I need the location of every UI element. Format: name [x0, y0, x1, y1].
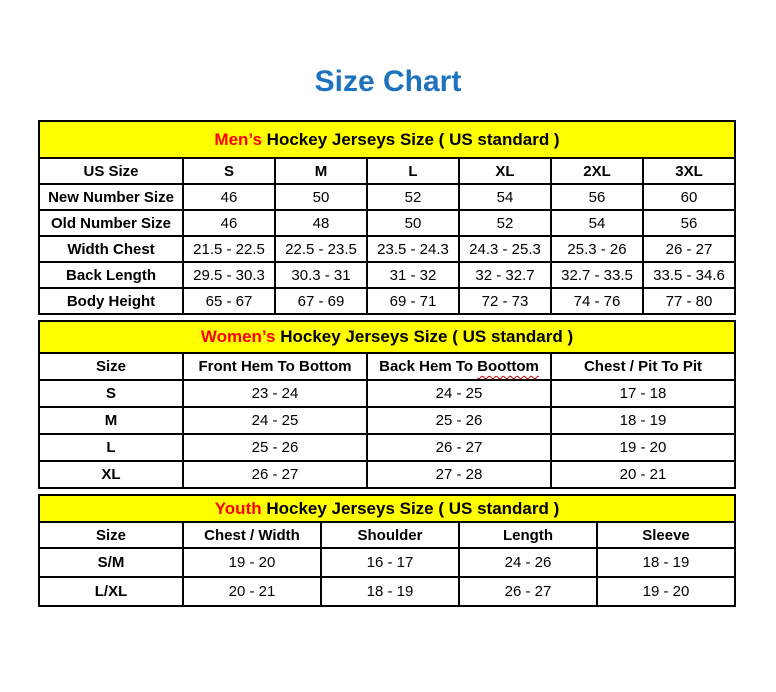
- row-label: Body Height: [39, 288, 183, 314]
- value-cell: 69 - 71: [367, 288, 459, 314]
- value-cell: 46: [183, 184, 275, 210]
- value-cell: 48: [275, 210, 367, 236]
- column-header-text: L: [408, 162, 418, 180]
- column-header-text: Size: [95, 526, 126, 544]
- youth-size-table: [38, 494, 736, 607]
- value-cell: 32 - 32.7: [459, 262, 551, 288]
- column-header-text: Back Hem To: [379, 358, 478, 375]
- column-header-text: 3XL: [675, 162, 703, 180]
- table-banner: [39, 321, 735, 353]
- row-label: New Number Size: [39, 184, 183, 210]
- value-cell: 31 - 32: [367, 262, 459, 288]
- column-header: [183, 158, 275, 184]
- value-cell: 33.5 - 34.6: [643, 262, 735, 288]
- table-row: [39, 577, 735, 606]
- table-row: [39, 184, 735, 210]
- value-cell: 77 - 80: [643, 288, 735, 314]
- value-cell: 26 - 27: [367, 434, 551, 461]
- table-row: [39, 461, 735, 488]
- value-cell: 19 - 20: [551, 434, 735, 461]
- value-cell: 50: [275, 184, 367, 210]
- value-cell: 18 - 19: [551, 407, 735, 434]
- column-header-text: Front Hem To Bottom: [198, 358, 352, 375]
- column-header: [551, 158, 643, 184]
- value-cell: 23 - 24: [183, 380, 367, 407]
- value-cell: 18 - 19: [597, 548, 735, 577]
- table-row: [39, 407, 735, 434]
- value-cell: 56: [551, 184, 643, 210]
- row-label: XL: [39, 461, 183, 488]
- value-cell: 20 - 21: [183, 577, 321, 606]
- value-cell: 29.5 - 30.3: [183, 262, 275, 288]
- value-cell: 20 - 21: [551, 461, 735, 488]
- value-cell: 16 - 17: [321, 548, 459, 577]
- column-header: [367, 353, 551, 380]
- value-cell: 54: [459, 184, 551, 210]
- column-header: [459, 522, 597, 548]
- value-cell: 60: [643, 184, 735, 210]
- banner-rest-text: Hockey Jerseys Size ( US standard ): [261, 498, 560, 518]
- banner-row: [39, 321, 735, 353]
- column-header-text: Size: [95, 358, 126, 375]
- banner-rest-text: Hockey Jerseys Size ( US standard ): [261, 129, 560, 149]
- value-cell: 19 - 20: [183, 548, 321, 577]
- column-header: [597, 522, 735, 548]
- value-cell: 19 - 20: [597, 577, 735, 606]
- table-row: [39, 434, 735, 461]
- column-header-text: M: [314, 162, 328, 180]
- column-header: [39, 522, 183, 548]
- column-header: [39, 353, 183, 380]
- row-label: L/XL: [39, 577, 183, 606]
- column-header-text: S: [223, 162, 234, 180]
- value-cell: 32.7 - 33.5: [551, 262, 643, 288]
- value-cell: 74 - 76: [551, 288, 643, 314]
- value-cell: 24.3 - 25.3: [459, 236, 551, 262]
- column-header-text: XL: [495, 162, 515, 180]
- banner-rest-text: Hockey Jerseys Size ( US standard ): [275, 327, 574, 346]
- column-header: [551, 353, 735, 380]
- value-cell: 30.3 - 31: [275, 262, 367, 288]
- value-cell: 24 - 25: [183, 407, 367, 434]
- table-row: [39, 210, 735, 236]
- column-header: [183, 522, 321, 548]
- value-cell: 52: [367, 184, 459, 210]
- row-label: S/M: [39, 548, 183, 577]
- column-header-text: Sleeve: [642, 526, 690, 544]
- column-header: [321, 522, 459, 548]
- table-row: [39, 380, 735, 407]
- column-header-text: US Size: [83, 162, 139, 180]
- table-banner: [39, 121, 735, 158]
- banner-row: [39, 495, 735, 522]
- mens-size-table: [38, 120, 736, 315]
- value-cell: 25 - 26: [367, 407, 551, 434]
- value-cell: 25 - 26: [183, 434, 367, 461]
- column-header-text: 2XL: [583, 162, 611, 180]
- page-title: Size Chart: [314, 65, 462, 98]
- value-cell: 23.5 - 24.3: [367, 236, 459, 262]
- column-header: [459, 158, 551, 184]
- value-cell: 18 - 19: [321, 577, 459, 606]
- table-row: [39, 262, 735, 288]
- size-tables-container: [38, 120, 736, 612]
- table-row: [39, 236, 735, 262]
- value-cell: 52: [459, 210, 551, 236]
- column-header-row: [39, 158, 735, 184]
- column-header-text: Chest / Width: [204, 526, 300, 544]
- column-header-text: Chest / Pit To Pit: [583, 358, 703, 375]
- table-banner: [39, 495, 735, 522]
- value-cell: 50: [367, 210, 459, 236]
- value-cell: 25.3 - 26: [551, 236, 643, 262]
- column-header: [367, 158, 459, 184]
- value-cell: 72 - 73: [459, 288, 551, 314]
- misspelled-word: Boottom: [477, 358, 539, 375]
- row-label: Back Length: [39, 262, 183, 288]
- value-cell: 26 - 27: [459, 577, 597, 606]
- value-cell: 17 - 18: [551, 380, 735, 407]
- column-header-row: [39, 353, 735, 380]
- column-header: [183, 353, 367, 380]
- value-cell: 24 - 25: [367, 380, 551, 407]
- value-cell: 26 - 27: [183, 461, 367, 488]
- column-header: [643, 158, 735, 184]
- column-header-row: [39, 522, 735, 548]
- banner-row: [39, 121, 735, 158]
- row-label: L: [39, 434, 183, 461]
- table-row: [39, 548, 735, 577]
- table-row: [39, 288, 735, 314]
- column-header-text: Length: [503, 526, 553, 544]
- column-header: [275, 158, 367, 184]
- banner-accent-text: Youth: [214, 498, 262, 518]
- value-cell: 65 - 67: [183, 288, 275, 314]
- value-cell: 67 - 69: [275, 288, 367, 314]
- column-header: [39, 158, 183, 184]
- row-label: S: [39, 380, 183, 407]
- value-cell: 26 - 27: [643, 236, 735, 262]
- banner-accent-text: Women’s: [200, 327, 276, 346]
- value-cell: 21.5 - 22.5: [183, 236, 275, 262]
- row-label: M: [39, 407, 183, 434]
- value-cell: 24 - 26: [459, 548, 597, 577]
- value-cell: 56: [643, 210, 735, 236]
- value-cell: 54: [551, 210, 643, 236]
- banner-accent-text: Men’s: [214, 129, 262, 149]
- value-cell: 22.5 - 23.5: [275, 236, 367, 262]
- row-label: Width Chest: [39, 236, 183, 262]
- column-header-text: Shoulder: [357, 526, 423, 544]
- value-cell: 46: [183, 210, 275, 236]
- row-label: Old Number Size: [39, 210, 183, 236]
- womens-size-table: [38, 320, 736, 489]
- value-cell: 27 - 28: [367, 461, 551, 488]
